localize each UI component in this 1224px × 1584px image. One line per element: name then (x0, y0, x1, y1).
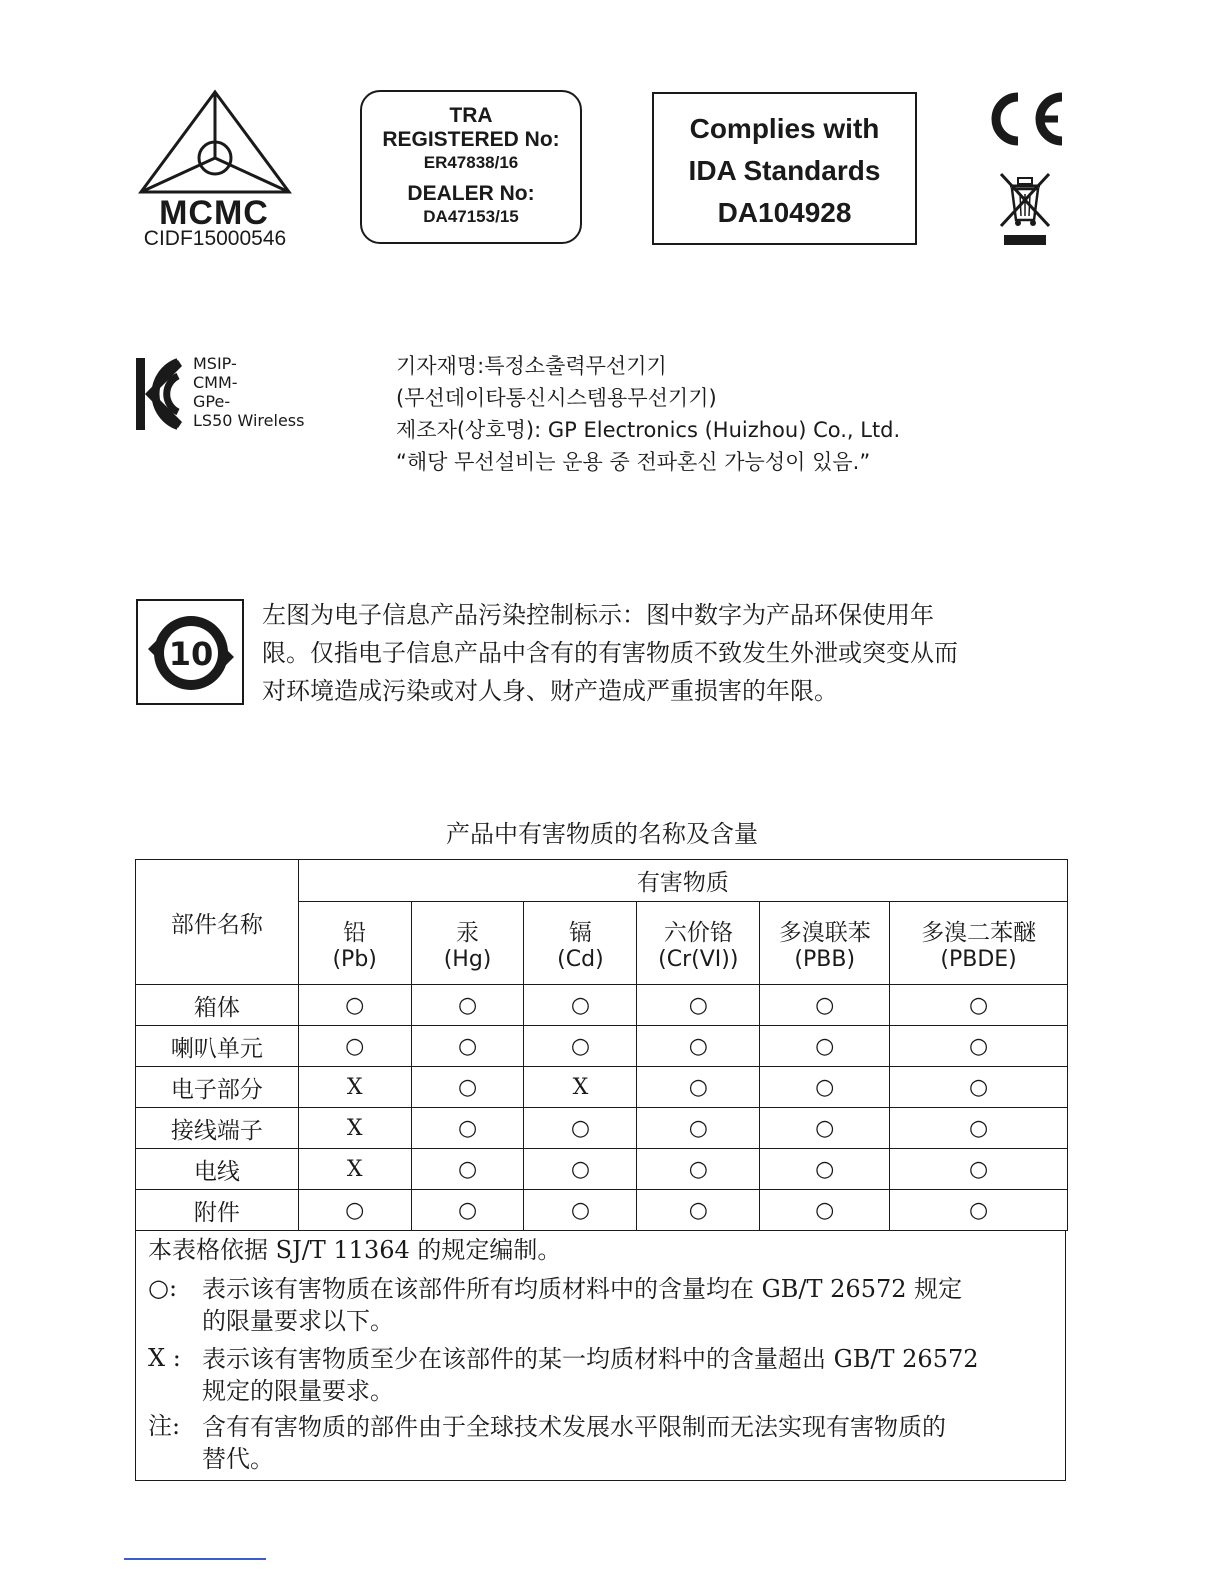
value-cell: ○ (760, 1108, 890, 1149)
table-row (136, 1190, 1068, 1231)
note-remark-prefix: 注: (148, 1412, 181, 1440)
note-o-prefix: ○: (148, 1274, 178, 1302)
statement-line: 对环境造成污染或对人身、财产造成严重损害的年限。 (262, 677, 838, 705)
ida-line-2: IDA Standards (688, 155, 881, 186)
note-remark-text (202, 1411, 1052, 1475)
efup-10-years-icon (138, 601, 242, 703)
tra-dealer-number: DA47153/15 (423, 207, 519, 226)
mcmc-logo-text: MCMC (159, 194, 269, 232)
note-o-line: 表示该有害物质在该部件所有均质材料中的含量均在 GB/T 26572 规定 (202, 1275, 963, 1303)
table-row (136, 985, 1068, 1026)
note-x-line: 规定的限量要求。 (202, 1377, 394, 1405)
value-cell: ○ (890, 1149, 1068, 1190)
value-cell: X (298, 1149, 411, 1190)
weee-crossed-bin-icon (996, 168, 1054, 248)
statement-line: 左图为电子信息产品污染控制标示：图中数字为产品环保使用年 (262, 601, 934, 629)
value-cell: X (524, 1067, 637, 1108)
part-name-cell: 喇叭单元 (136, 1026, 299, 1067)
table-row (136, 1108, 1068, 1149)
value-cell: ○ (298, 985, 411, 1026)
tra-registered-number: ER47838/16 (423, 153, 519, 172)
table-title: 产品中有害物质的名称及含量 (446, 820, 758, 848)
tra-title: TRA (449, 104, 493, 127)
value-cell: ○ (298, 1026, 411, 1067)
table-row (136, 1026, 1068, 1067)
value-cell: ○ (411, 985, 524, 1026)
value-cell: ○ (637, 985, 760, 1026)
table-row (136, 1067, 1068, 1108)
kc-code-line: CMM- (193, 373, 238, 392)
value-cell: ○ (411, 1067, 524, 1108)
table-notes (135, 1231, 1066, 1481)
substance-header: 铅 (Pb) (298, 902, 411, 985)
korean-line: 제조자(상호명): GP Electronics (Huizhou) Co., Ltd. (396, 418, 901, 442)
value-cell: ○ (524, 985, 637, 1026)
value-cell: ○ (411, 1190, 524, 1231)
mcmc-triangle-logo (136, 88, 294, 196)
kc-code-line: MSIP- (193, 354, 237, 373)
substance-header: 六价铬 (Cr(VI)) (637, 902, 760, 985)
kc-code-line: GPe- (193, 392, 231, 411)
part-name-cell: 箱体 (136, 985, 299, 1026)
efup-statement (262, 596, 1062, 710)
value-cell: ○ (760, 1190, 890, 1231)
value-cell: ○ (524, 1026, 637, 1067)
tra-registration-label (360, 90, 582, 244)
kc-code-line: LS50 Wireless (193, 411, 305, 430)
korean-line: “해당 무선설비는 운용 중 전파혼신 가능성이 있음.” (396, 450, 871, 474)
value-cell: ○ (637, 1149, 760, 1190)
part-name-cell: 附件 (136, 1190, 299, 1231)
value-cell: ○ (760, 1149, 890, 1190)
note-x-text (202, 1343, 1052, 1407)
value-cell: ○ (637, 1190, 760, 1231)
ida-line-1: Complies with (689, 113, 880, 144)
substance-header: 多溴联苯 (PBB) (760, 902, 890, 985)
value-cell: ○ (890, 985, 1068, 1026)
efup-years-number: 10 (168, 635, 214, 673)
note-remark-line: 含有有害物质的部件由于全球技术发展水平限制而无法实现有害物质的 (202, 1413, 946, 1441)
note-x-prefix: X : (148, 1344, 181, 1372)
value-cell: ○ (524, 1190, 637, 1231)
value-cell: ○ (637, 1026, 760, 1067)
substance-header: 多溴二苯醚 (PBDE) (890, 902, 1068, 985)
part-name-cell: 电线 (136, 1149, 299, 1190)
value-cell: ○ (760, 985, 890, 1026)
note-remark-line: 替代。 (202, 1445, 274, 1473)
value-cell: X (298, 1108, 411, 1149)
tra-dealer-label: DEALER No: (407, 182, 535, 205)
note-x-line: 表示该有害物质至少在该部件的某一均质材料中的含量超出 GB/T 26572 (202, 1345, 979, 1373)
tra-registered-label: REGISTERED No: (382, 128, 560, 151)
note-basis: 本表格依据 SJ/T 11364 的规定编制。 (148, 1236, 562, 1264)
table-row (136, 1149, 1068, 1190)
kc-registration-code (193, 354, 304, 430)
ida-compliance-label (652, 92, 917, 245)
part-name-header: 部件名称 (136, 860, 299, 985)
kc-certification-icon (134, 356, 184, 432)
value-cell: ○ (760, 1067, 890, 1108)
hazardous-substances-header: 有害物质 (298, 860, 1067, 902)
value-cell: X (298, 1067, 411, 1108)
note-o-text (202, 1273, 1052, 1337)
ce-mark-icon (984, 90, 1066, 148)
value-cell: ○ (890, 1026, 1068, 1067)
statement-line: 限。仅指电子信息产品中含有的有害物质不致发生外泄或突变从而 (262, 639, 958, 667)
substance-header: 镉 (Cd) (524, 902, 637, 985)
hazardous-substances-table (135, 859, 1068, 1231)
ida-number: DA104928 (717, 197, 852, 228)
value-cell: ○ (524, 1108, 637, 1149)
value-cell: ○ (890, 1067, 1068, 1108)
value-cell: ○ (760, 1026, 890, 1067)
value-cell: ○ (637, 1067, 760, 1108)
value-cell: ○ (890, 1108, 1068, 1149)
korean-certification-text (396, 350, 900, 478)
substance-header: 汞 (Hg) (411, 902, 524, 985)
note-o-line: 的限量要求以下。 (202, 1307, 394, 1335)
mcmc-registration-code: CIDF15000546 (143, 227, 287, 250)
part-name-cell: 接线端子 (136, 1108, 299, 1149)
value-cell: ○ (298, 1190, 411, 1231)
korean-line: (무선데이타통신시스템용무선기기) (396, 386, 717, 410)
korean-line: 기자재명:특정소출력무선기기 (396, 354, 667, 378)
value-cell: ○ (411, 1026, 524, 1067)
part-name-cell: 电子部分 (136, 1067, 299, 1108)
value-cell: ○ (524, 1149, 637, 1190)
value-cell: ○ (637, 1108, 760, 1149)
value-cell: ○ (411, 1108, 524, 1149)
efup-label-box (136, 599, 244, 705)
value-cell: ○ (411, 1149, 524, 1190)
footer-divider (124, 1558, 266, 1560)
value-cell: ○ (890, 1190, 1068, 1231)
